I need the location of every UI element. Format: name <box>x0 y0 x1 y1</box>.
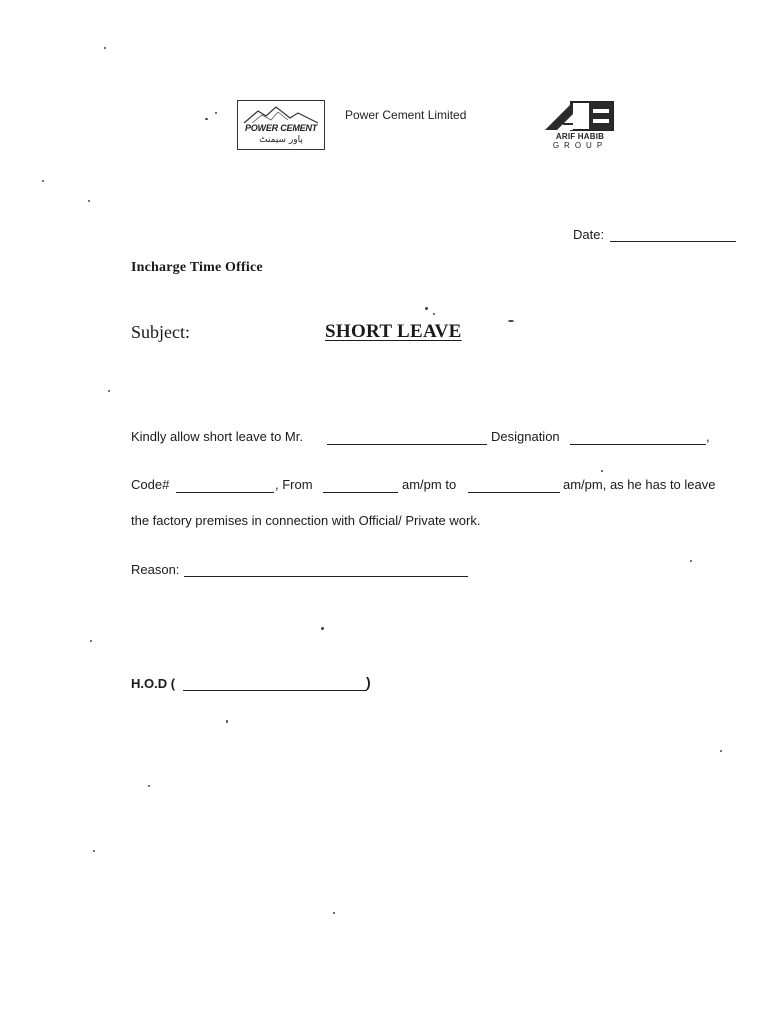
power-cement-logo-text: POWER CEMENT <box>244 123 318 133</box>
ampm-to-label: am/pm to <box>402 477 457 492</box>
scan-speck <box>108 390 110 392</box>
company-name: Power Cement Limited <box>345 108 467 122</box>
scan-speck <box>90 640 92 642</box>
scan-speck <box>93 850 95 852</box>
scan-speck <box>104 47 106 49</box>
arif-habib-logo-text: ARIF HABIB <box>555 132 605 141</box>
scan-speck <box>690 560 692 562</box>
scan-speck <box>321 627 324 630</box>
hod-signature-field[interactable] <box>183 690 367 691</box>
reason-field[interactable] <box>184 576 468 577</box>
from-label: , From <box>275 477 313 492</box>
scan-speck <box>425 307 428 310</box>
scan-speck <box>226 720 228 723</box>
date-label: Date: <box>573 227 605 242</box>
designation-label: Designation <box>491 429 560 444</box>
scan-speck <box>601 470 603 472</box>
reason-label: Reason: <box>131 562 180 577</box>
from-time-field[interactable] <box>323 492 398 493</box>
subject-title: SHORT LEAVE <box>325 321 462 342</box>
scan-speck <box>42 180 44 182</box>
scan-speck <box>333 912 335 914</box>
scan-speck <box>720 750 722 752</box>
scan-speck <box>215 112 217 114</box>
to-time-field[interactable] <box>468 492 560 493</box>
recipient: Incharge Time Office <box>131 260 263 275</box>
hod-close-paren: ) <box>366 674 371 690</box>
scan-speck <box>205 118 208 120</box>
hod-label: H.O.D ( <box>131 676 176 691</box>
date-field[interactable] <box>610 241 736 242</box>
line1-prefix: Kindly allow short leave to Mr. <box>131 429 303 444</box>
subject-label: Subject: <box>131 322 190 342</box>
line2-tail: am/pm, as he has to leave <box>563 477 716 492</box>
code-field[interactable] <box>176 492 274 493</box>
scan-speck <box>508 320 514 322</box>
designation-field[interactable] <box>570 444 706 445</box>
line3-text: the factory premises in connection with Official/ Private work. <box>131 513 481 528</box>
scan-speck <box>433 313 435 315</box>
power-cement-logo <box>237 100 325 150</box>
arif-habib-group-text: GROUP <box>552 141 608 150</box>
power-cement-logo-urdu: پاور سیمنٹ <box>259 135 303 145</box>
employee-name-field[interactable] <box>327 444 487 445</box>
line1-end: , <box>706 429 710 444</box>
scan-speck <box>88 200 90 202</box>
scan-speck <box>148 785 150 787</box>
code-label: Code# <box>131 477 170 492</box>
